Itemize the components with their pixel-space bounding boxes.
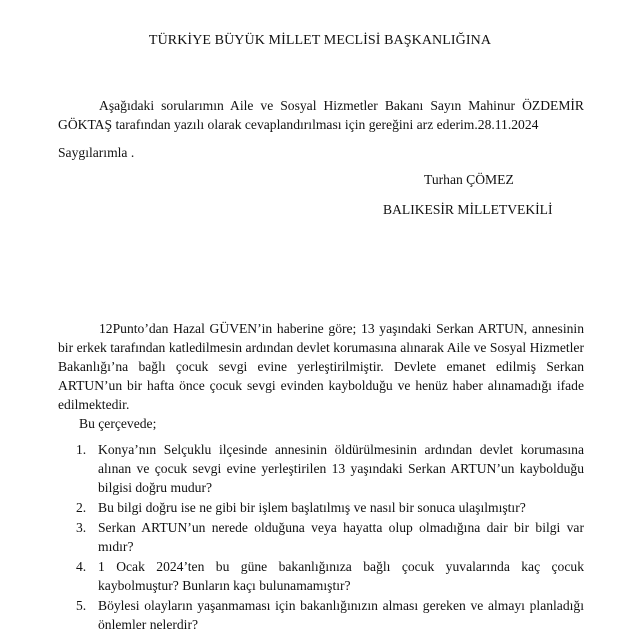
question-number: 4. — [76, 559, 87, 574]
closing-text: Saygılarımla . — [58, 145, 135, 160]
question-text: Konya’nın Selçuklu ilçesinde annesinin öldürülmesinin ardından devlet korumasına alınan ve çocuk sevgi evine yerleştirilen 13 yaşındaki Serkan ARTUN’un kaybolduğu bilgisi doğru mudur? — [98, 442, 584, 495]
question-number: 2. — [76, 500, 87, 515]
signature-title: BALIKESİR MİLLETVEKİLİ — [383, 202, 553, 217]
framework-text: Bu çerçevede; — [79, 416, 157, 431]
questions-list — [58, 440, 584, 635]
question-number: 5. — [76, 598, 87, 613]
document-title: TÜRKİYE BÜYÜK MİLLET MECLİSİ BAŞKANLIĞINA — [148, 33, 492, 48]
question-text: Bu bilgi doğru ise ne gibi bir işlem başlatılmış ve nasıl bir sonuca ulaşılmıştır? — [98, 500, 526, 515]
signature-name: Turhan ÇÖMEZ — [424, 172, 514, 187]
list-item — [58, 557, 584, 595]
intro-paragraph: Aşağıdaki sorularımın Aile ve Sosyal Hizmetler Bakanı Sayın Mahinur ÖZDEMİR GÖKTAŞ tarafından yazılı olarak cevaplandırılması için gereğini arz ederim.28.11.2024 — [58, 98, 584, 132]
question-text: Serkan ARTUN’un nerede olduğuna veya hayatta olup olmadığına dair bir bilgi var mıdır? — [98, 520, 584, 554]
question-text: 1 Ocak 2024’ten bu güne bakanlığınıza bağlı çocuk yuvalarında kaç çocuk kaybolmuştur? Bunların kaçı bulunamamıştır? — [98, 559, 584, 593]
list-item — [58, 440, 584, 497]
question-number: 1. — [76, 442, 87, 457]
body-paragraph: 12Punto’dan Hazal GÜVEN’in haberine göre; 13 yaşındaki Serkan ARTUN, annesinin bir erkek tarafından katledilmesin ardından devlet korumasına alınarak Aile ve Sosyal Hizmetler Bakanlığı’na bağlı çocuk sevgi evine yerleştirilmiştir. Devlete emanet edilmiş Serkan ARTUN’un bir hafta önce çocuk sevgi evinden kaybolduğu ve henüz haber alınamadığı ifade edilmektedir. — [58, 321, 584, 412]
list-item — [58, 498, 584, 517]
list-item — [58, 596, 584, 634]
list-item — [58, 518, 584, 556]
question-text: Böylesi olayların yaşanmaması için bakanlığınızın alması gereken ve almayı planladığı önlemler nelerdir? — [98, 598, 584, 632]
question-number: 3. — [76, 520, 87, 535]
